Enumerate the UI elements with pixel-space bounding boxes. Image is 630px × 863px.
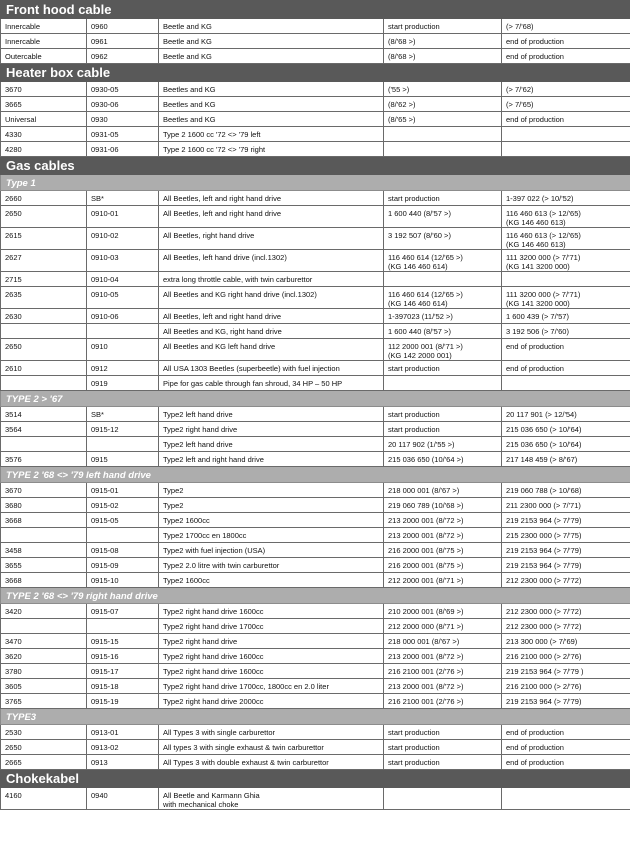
code-cell: 0910-04 [87, 272, 159, 287]
from-cell: 213 2000 001 (8/'72 >) [384, 649, 502, 664]
part-number-cell: 2610 [1, 361, 87, 376]
table-row [1, 49, 630, 64]
until-cell: 3 192 506 (> 7/'60) [502, 324, 630, 339]
subsection-title: Type 1 [1, 175, 630, 191]
subsection-title: TYPE 2 '68 <> '79 left hand drive [1, 467, 630, 483]
description-cell: Type2 1600cc [159, 573, 384, 588]
from-cell: 210 2000 001 (8/'69 >) [384, 604, 502, 619]
code-cell: 0930 [87, 112, 159, 127]
description-cell: Type2 1600cc [159, 513, 384, 528]
until-cell: end of production [502, 725, 630, 740]
from-cell: (8/'68 >) [384, 34, 502, 49]
from-cell: start production [384, 755, 502, 770]
table-row [1, 376, 630, 391]
until-cell: 216 2100 000 (> 2/'76) [502, 649, 630, 664]
until-cell [502, 272, 630, 287]
from-cell: ('55 >) [384, 82, 502, 97]
description-cell [159, 788, 384, 810]
table-row [1, 407, 630, 422]
code-cell: 0931-05 [87, 127, 159, 142]
until-cell: 213 300 000 (> 7/'69) [502, 634, 630, 649]
subsection-title: TYPE 2 '68 <> '79 right hand drive [1, 588, 630, 604]
part-number-cell: 2635 [1, 287, 87, 309]
code-cell: 0910-03 [87, 250, 159, 272]
description-cell: All Beetles, left and right hand drive [159, 206, 384, 228]
from-cell: 1-397023 (11/'52 >) [384, 309, 502, 324]
from-cell: 216 2000 001 (8/'75 >) [384, 558, 502, 573]
description-cell: Beetles and KG [159, 112, 384, 127]
part-number-cell: 3665 [1, 97, 87, 112]
part-number-cell: 3765 [1, 694, 87, 709]
from-cell: 1 600 440 (8/'57 >) [384, 206, 502, 228]
description-cell: Type2 right hand drive 1600cc [159, 664, 384, 679]
part-number-cell: 2650 [1, 206, 87, 228]
section-title: Gas cables [1, 157, 630, 175]
part-number-cell [1, 528, 87, 543]
from-cell [384, 376, 502, 391]
until-cell: 219 2153 964 (> 7/'79) [502, 543, 630, 558]
part-number-cell: 3605 [1, 679, 87, 694]
part-number-cell: Innercable [1, 19, 87, 34]
table-row [1, 34, 630, 49]
description-cell: All Beetles, right hand drive [159, 228, 384, 250]
description-cell: extra long throttle cable, with twin carburettor [159, 272, 384, 287]
description-cell: Type 2 1600 cc '72 <> '79 right [159, 142, 384, 157]
description-cell: Beetle and KG [159, 19, 384, 34]
from-cell: (8/'65 >) [384, 112, 502, 127]
part-number-cell: 3514 [1, 407, 87, 422]
part-number-cell: 3620 [1, 649, 87, 664]
description-cell: All Types 3 with single carburettor [159, 725, 384, 740]
until-cell: 212 2300 000 (> 7/'72) [502, 604, 630, 619]
subsection-header [1, 588, 630, 604]
code-cell: 0912 [87, 361, 159, 376]
table-row [1, 206, 630, 228]
table-row [1, 287, 630, 309]
part-number-cell: 2650 [1, 339, 87, 361]
part-number-cell: 3670 [1, 82, 87, 97]
table-row [1, 543, 630, 558]
subsection-title: TYPE 2 > '67 [1, 391, 630, 407]
from-cell: 20 117 902 (1/'55 >) [384, 437, 502, 452]
from-cell: start production [384, 725, 502, 740]
from-cell: 216 2100 001 (2/'76 >) [384, 694, 502, 709]
from-cell: 215 036 650 (10/'64 >) [384, 452, 502, 467]
until-cell [502, 206, 630, 228]
table-row [1, 339, 630, 361]
until-cell: end of production [502, 740, 630, 755]
section-header [1, 64, 630, 82]
from-cell [384, 339, 502, 361]
part-number-cell: 2615 [1, 228, 87, 250]
until-cell: end of production [502, 34, 630, 49]
table-row [1, 740, 630, 755]
part-number-cell: 2630 [1, 309, 87, 324]
cell-line: 116 460 613 (> 12/'65) [506, 231, 581, 240]
part-number-cell: 4280 [1, 142, 87, 157]
until-cell: end of production [502, 339, 630, 361]
part-number-cell: 4160 [1, 788, 87, 810]
code-cell: 0913-01 [87, 725, 159, 740]
part-number-cell: 3780 [1, 664, 87, 679]
code-cell: 0915-12 [87, 422, 159, 437]
until-cell [502, 287, 630, 309]
cell-line: with mechanical choke [163, 800, 239, 809]
code-cell: 0915-05 [87, 513, 159, 528]
description-cell: Type2 [159, 498, 384, 513]
until-cell: 212 2300 000 (> 7/'72) [502, 573, 630, 588]
until-cell [502, 788, 630, 810]
description-cell: Type2 right hand drive 1600cc [159, 604, 384, 619]
code-cell: 0915-19 [87, 694, 159, 709]
code-cell: 0915-10 [87, 573, 159, 588]
code-cell: 0961 [87, 34, 159, 49]
until-cell: 1-397 022 (> 10/'52) [502, 191, 630, 206]
cell-line: (KG 141 3200 000) [506, 299, 570, 308]
description-cell: All types 3 with single exhaust & twin carburettor [159, 740, 384, 755]
code-cell: 0915-15 [87, 634, 159, 649]
from-cell: 3 192 507 (8/'60 >) [384, 228, 502, 250]
until-cell: 219 2153 964 (> 7/'79) [502, 694, 630, 709]
table-row [1, 513, 630, 528]
from-cell: start production [384, 19, 502, 34]
code-cell: 0940 [87, 788, 159, 810]
from-cell: 212 2000 000 (8/'71 >) [384, 619, 502, 634]
table-row [1, 452, 630, 467]
part-number-cell: 2530 [1, 725, 87, 740]
description-cell: All Beetles, left and right hand drive [159, 309, 384, 324]
from-cell: start production [384, 361, 502, 376]
code-cell: 0910-01 [87, 206, 159, 228]
part-number-cell [1, 437, 87, 452]
from-cell: 216 2100 001 (2/'76 >) [384, 664, 502, 679]
code-cell: 0910-02 [87, 228, 159, 250]
part-number-cell: 2650 [1, 740, 87, 755]
until-cell [502, 127, 630, 142]
table-row [1, 422, 630, 437]
code-cell [87, 619, 159, 634]
until-cell: 219 2153 964 (> 7/'79) [502, 558, 630, 573]
cell-line: 116 460 614 (12/'65 >) [388, 253, 463, 262]
code-cell: SB* [87, 407, 159, 422]
table-row [1, 272, 630, 287]
cell-line: (KG 146 460 613) [506, 240, 566, 249]
part-number-cell: 3458 [1, 543, 87, 558]
code-cell: 0915-18 [87, 679, 159, 694]
part-number-cell: 3670 [1, 483, 87, 498]
subsection-header [1, 391, 630, 407]
description-cell: Pipe for gas cable through fan shroud, 34 HP – 50 HP [159, 376, 384, 391]
cell-line: 116 460 613 (> 12/'65) [506, 209, 581, 218]
from-cell: (8/'62 >) [384, 97, 502, 112]
until-cell: 216 2100 000 (> 2/'76) [502, 679, 630, 694]
from-cell: start production [384, 407, 502, 422]
table-row [1, 634, 630, 649]
section-header [1, 1, 630, 19]
from-cell [384, 142, 502, 157]
cell-line: 112 2000 001 (8/'71 >) [388, 342, 463, 351]
until-cell: 215 2300 000 (> 7/'75) [502, 528, 630, 543]
part-number-cell: 3420 [1, 604, 87, 619]
table-row [1, 694, 630, 709]
part-number-cell: 3668 [1, 573, 87, 588]
table-row [1, 498, 630, 513]
table-row [1, 664, 630, 679]
code-cell: 0930-05 [87, 82, 159, 97]
code-cell: 0915-09 [87, 558, 159, 573]
description-cell: All Types 3 with double exhaust & twin carburettor [159, 755, 384, 770]
code-cell: 0910-05 [87, 287, 159, 309]
description-cell: Type2 right hand drive [159, 634, 384, 649]
from-cell: start production [384, 191, 502, 206]
from-cell: 213 2000 001 (8/'72 >) [384, 679, 502, 694]
description-cell: Type 2 1600 cc '72 <> '79 left [159, 127, 384, 142]
from-cell [384, 287, 502, 309]
code-cell: SB* [87, 191, 159, 206]
until-cell [502, 376, 630, 391]
code-cell: 0913-02 [87, 740, 159, 755]
cell-line: (KG 146 460 614) [388, 299, 448, 308]
until-cell: 212 2300 000 (> 7/'72) [502, 619, 630, 634]
table-row [1, 309, 630, 324]
from-cell [384, 250, 502, 272]
table-row [1, 619, 630, 634]
part-number-cell [1, 376, 87, 391]
table-row [1, 679, 630, 694]
code-cell: 0913 [87, 755, 159, 770]
part-number-cell: 3576 [1, 452, 87, 467]
cell-line: 116 460 614 (12/'65 >) [388, 290, 463, 299]
part-number-cell: 2665 [1, 755, 87, 770]
part-number-cell: Innercable [1, 34, 87, 49]
section-title: Chokekabel [1, 770, 630, 788]
code-cell: 0919 [87, 376, 159, 391]
table-row [1, 437, 630, 452]
table-row [1, 573, 630, 588]
from-cell: (8/'68 >) [384, 49, 502, 64]
until-cell: end of production [502, 361, 630, 376]
table-row [1, 483, 630, 498]
part-number-cell: 2627 [1, 250, 87, 272]
table-row [1, 725, 630, 740]
part-number-cell [1, 619, 87, 634]
code-cell: 0915-01 [87, 483, 159, 498]
description-cell: Type2 left hand drive [159, 407, 384, 422]
description-cell: Beetles and KG [159, 97, 384, 112]
section-title: Front hood cable [1, 1, 630, 19]
subsection-title: TYPE3 [1, 709, 630, 725]
table-row [1, 82, 630, 97]
from-cell: 219 060 789 (10/'68 >) [384, 498, 502, 513]
description-cell: All Beetles, left and right hand drive [159, 191, 384, 206]
description-cell: All Beetles and KG, right hand drive [159, 324, 384, 339]
subsection-header [1, 709, 630, 725]
until-cell: 1 600 439 (> 7/'57) [502, 309, 630, 324]
section-header [1, 157, 630, 175]
part-number-cell [1, 324, 87, 339]
description-cell: Beetle and KG [159, 49, 384, 64]
from-cell: start production [384, 422, 502, 437]
table-row [1, 324, 630, 339]
table-row [1, 97, 630, 112]
part-number-cell: 3470 [1, 634, 87, 649]
code-cell: 0962 [87, 49, 159, 64]
until-cell [502, 250, 630, 272]
until-cell [502, 142, 630, 157]
code-cell [87, 528, 159, 543]
part-number-cell: 3564 [1, 422, 87, 437]
part-number-cell: 2715 [1, 272, 87, 287]
until-cell: (> 7/'68) [502, 19, 630, 34]
until-cell: 20 117 901 (> 12/'54) [502, 407, 630, 422]
until-cell: 219 060 788 (> 10/'68) [502, 483, 630, 498]
description-cell: Beetles and KG [159, 82, 384, 97]
from-cell: 216 2000 001 (8/'75 >) [384, 543, 502, 558]
table-row [1, 127, 630, 142]
table-row [1, 649, 630, 664]
table-row [1, 558, 630, 573]
description-cell: Beetle and KG [159, 34, 384, 49]
description-cell: Type2 right hand drive [159, 422, 384, 437]
table-row [1, 250, 630, 272]
cell-line: 111 3200 000 (> 7/'71) [506, 290, 581, 299]
subsection-header [1, 467, 630, 483]
table-row [1, 228, 630, 250]
table-row [1, 755, 630, 770]
table-row [1, 191, 630, 206]
description-cell: All Beetles and KG left hand drive [159, 339, 384, 361]
until-cell: 211 2300 000 (> 7/'71) [502, 498, 630, 513]
cell-line: (KG 141 3200 000) [506, 262, 570, 271]
table-row [1, 604, 630, 619]
from-cell: 218 000 001 (8/'67 >) [384, 634, 502, 649]
description-cell: All Beetles, left hand drive (incl.1302) [159, 250, 384, 272]
until-cell: 215 036 650 (> 10/'64) [502, 437, 630, 452]
part-number-cell: 3668 [1, 513, 87, 528]
until-cell [502, 228, 630, 250]
from-cell [384, 127, 502, 142]
code-cell: 0930-06 [87, 97, 159, 112]
code-cell: 0915-16 [87, 649, 159, 664]
section-header [1, 770, 630, 788]
table-row [1, 361, 630, 376]
code-cell: 0910-06 [87, 309, 159, 324]
until-cell: end of production [502, 49, 630, 64]
until-cell: (> 7/'65) [502, 97, 630, 112]
code-cell: 0910 [87, 339, 159, 361]
until-cell: 219 2153 964 (> 7/'79) [502, 513, 630, 528]
cell-line: 111 3200 000 (> 7/'71) [506, 253, 581, 262]
subsection-header [1, 175, 630, 191]
code-cell [87, 324, 159, 339]
cell-line: (KG 146 460 613) [506, 218, 566, 227]
code-cell: 0931-06 [87, 142, 159, 157]
from-cell: 213 2000 001 (8/'72 >) [384, 513, 502, 528]
until-cell: (> 7/'62) [502, 82, 630, 97]
part-number-cell: Outercable [1, 49, 87, 64]
description-cell: Type2 1700cc en 1800cc [159, 528, 384, 543]
table-row [1, 142, 630, 157]
code-cell: 0915 [87, 452, 159, 467]
from-cell [384, 272, 502, 287]
until-cell: end of production [502, 755, 630, 770]
until-cell: 217 148 459 (> 8/'67) [502, 452, 630, 467]
from-cell [384, 788, 502, 810]
code-cell [87, 437, 159, 452]
part-number-cell: 4330 [1, 127, 87, 142]
from-cell: 1 600 440 (8/'57 >) [384, 324, 502, 339]
code-cell: 0915-07 [87, 604, 159, 619]
part-number-cell: 3655 [1, 558, 87, 573]
code-cell: 0915-02 [87, 498, 159, 513]
description-cell: All USA 1303 Beetles (superbeetle) with fuel injection [159, 361, 384, 376]
cell-line: (KG 146 460 614) [388, 262, 448, 271]
cell-line: All Beetle and Karmann Ghia [163, 791, 260, 800]
from-cell: 213 2000 001 (8/'72 >) [384, 528, 502, 543]
until-cell: 219 2153 964 (> 7/'79 ) [502, 664, 630, 679]
parts-table-body [1, 1, 630, 810]
from-cell: 212 2000 001 (8/'71 >) [384, 573, 502, 588]
section-title: Heater box cable [1, 64, 630, 82]
table-row [1, 19, 630, 34]
cell-line: (KG 142 2000 001) [388, 351, 452, 360]
table-row [1, 112, 630, 127]
from-cell: 218 000 001 (8/'67 >) [384, 483, 502, 498]
until-cell: end of production [502, 112, 630, 127]
code-cell: 0960 [87, 19, 159, 34]
description-cell: All Beetles and KG right hand drive (incl.1302) [159, 287, 384, 309]
code-cell: 0915-08 [87, 543, 159, 558]
part-number-cell: Universal [1, 112, 87, 127]
description-cell: Type2 left and right hand drive [159, 452, 384, 467]
table-row [1, 788, 630, 810]
description-cell: Type2 2.0 litre with twin carburettor [159, 558, 384, 573]
part-number-cell: 3680 [1, 498, 87, 513]
description-cell: Type2 right hand drive 1700cc [159, 619, 384, 634]
description-cell: Type2 left hand drive [159, 437, 384, 452]
description-cell: Type2 right hand drive 1600cc [159, 649, 384, 664]
description-cell: Type2 right hand drive 2000cc [159, 694, 384, 709]
description-cell: Type2 with fuel injection (USA) [159, 543, 384, 558]
code-cell: 0915-17 [87, 664, 159, 679]
table-row [1, 528, 630, 543]
part-number-cell: 2660 [1, 191, 87, 206]
until-cell: 215 036 650 (> 10/'64) [502, 422, 630, 437]
description-cell: Type2 [159, 483, 384, 498]
description-cell: Type2 right hand drive 1700cc, 1800cc en 2.0 liter [159, 679, 384, 694]
from-cell: start production [384, 740, 502, 755]
